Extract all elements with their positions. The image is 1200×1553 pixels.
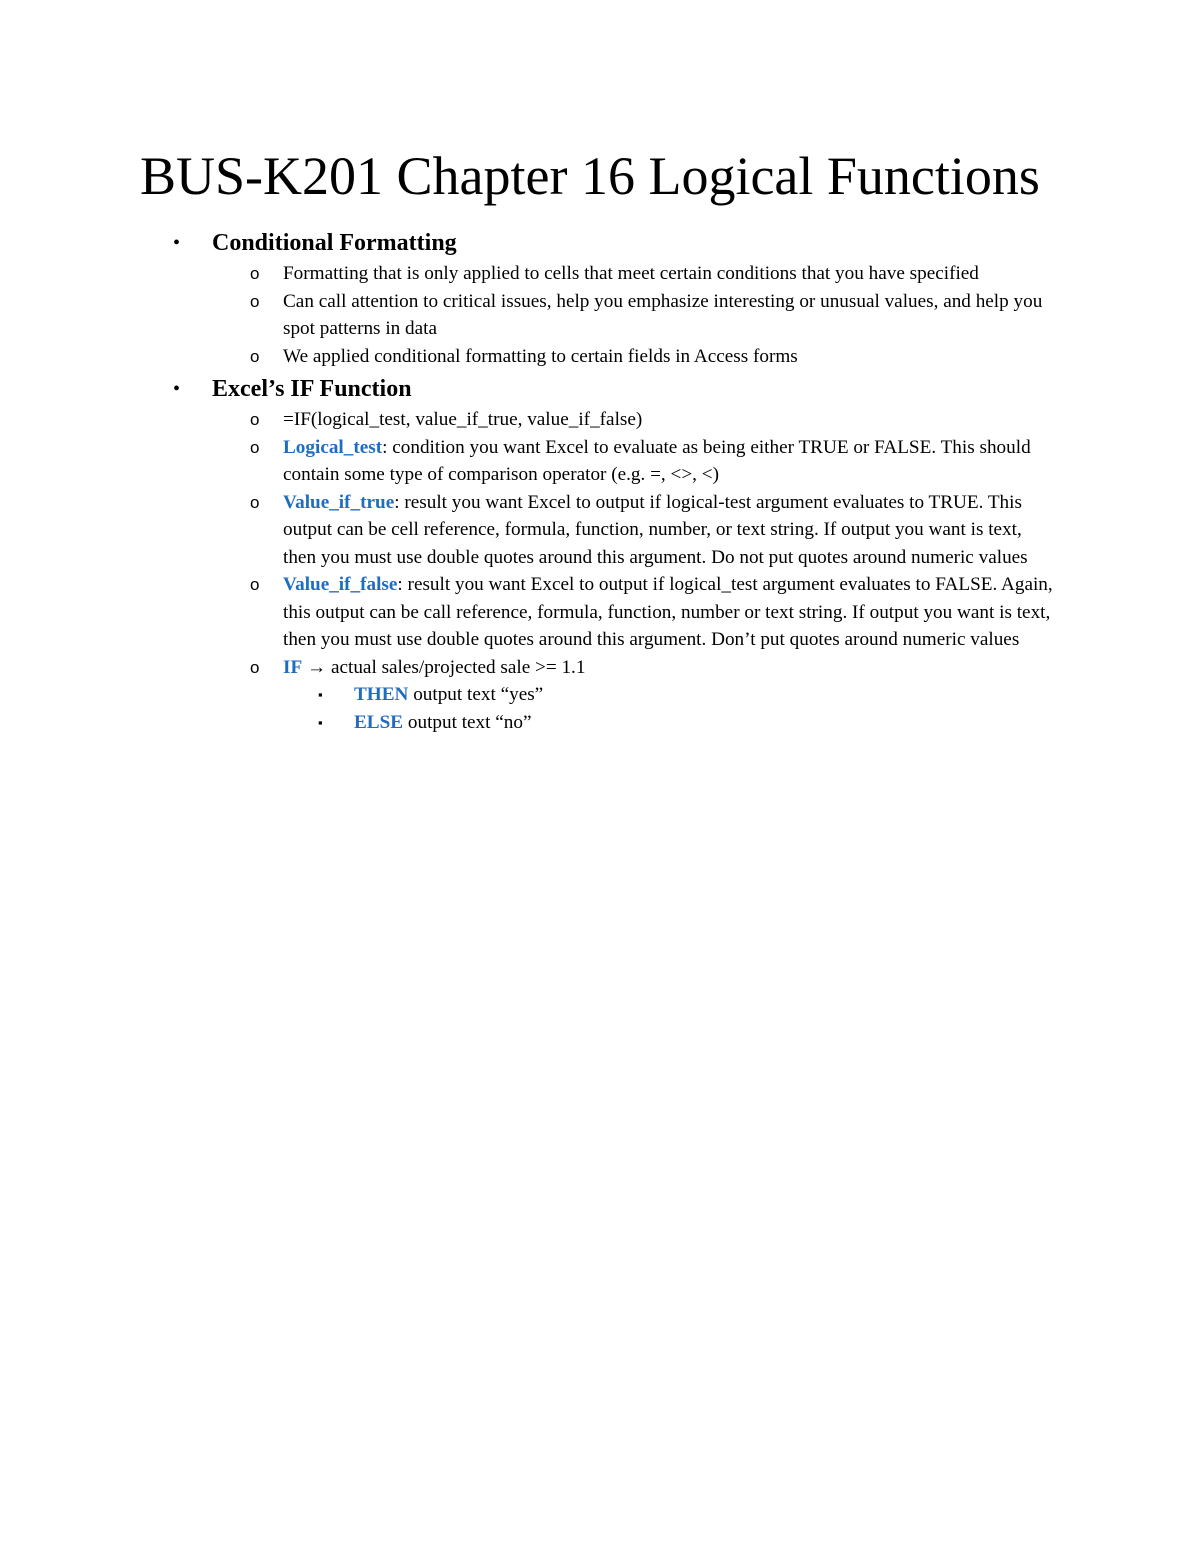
keyword-value-if-true: Value_if_true bbox=[283, 491, 395, 513]
keyword-else: ELSE bbox=[354, 711, 404, 733]
circle-bullet-icon: o bbox=[250, 264, 260, 283]
circle-bullet-icon: o bbox=[250, 575, 260, 594]
right-arrow-icon: → bbox=[306, 656, 327, 678]
list-item bbox=[0, 654, 1058, 682]
sub-list-item bbox=[0, 709, 1200, 737]
keyword-value-if-false: Value_if_false bbox=[283, 574, 398, 595]
document-title: BUS-K201 Chapter 16 Logical Functions bbox=[140, 146, 1040, 206]
section-heading-conditional-formatting bbox=[0, 226, 1200, 260]
square-bullet-icon: ▪ bbox=[318, 687, 323, 702]
circle-bullet-icon: o bbox=[250, 410, 260, 429]
list-item bbox=[0, 406, 1058, 434]
sub-list-item-text: output text “no” bbox=[403, 711, 532, 733]
list-item bbox=[0, 343, 1058, 371]
list-item bbox=[0, 489, 1058, 572]
list-item bbox=[0, 288, 1058, 343]
list-item bbox=[0, 434, 1058, 489]
list-item bbox=[0, 260, 1058, 288]
circle-bullet-icon: o bbox=[250, 346, 260, 366]
circle-bullet-icon: o bbox=[250, 291, 260, 311]
list-item bbox=[0, 571, 1058, 654]
outline-list bbox=[0, 226, 1200, 736]
section-heading-label: Conditional Formatting bbox=[212, 230, 457, 256]
bullet-icon: • bbox=[173, 378, 181, 400]
keyword-if: IF bbox=[283, 656, 303, 678]
circle-bullet-icon: o bbox=[250, 657, 260, 677]
section-heading-label: Excel’s IF Function bbox=[212, 376, 412, 402]
keyword-logical-test: Logical_test bbox=[283, 436, 383, 458]
list-item-text: : result you want Excel to output if logical-test argument evaluates to TRUE. This output can be cell reference, formula, function, number, or text string. If output you want is text, then you must use double quotes around this argument. Do not put quotes around numeric values bbox=[283, 491, 1028, 568]
list-item-text: We applied conditional formatting to certain fields in Access forms bbox=[283, 345, 798, 367]
circle-bullet-icon: o bbox=[250, 492, 260, 512]
keyword-then: THEN bbox=[354, 684, 409, 705]
list-item-text: Can call attention to critical issues, help you emphasize interesting or unusual values, and help you spot patterns in data bbox=[283, 290, 1043, 339]
sub-list-item-text: output text “yes” bbox=[408, 684, 544, 705]
circle-bullet-icon: o bbox=[250, 437, 260, 457]
bullet-icon: • bbox=[173, 232, 181, 254]
if-syntax-text: =IF(logical_test, value_if_true, value_if_false) bbox=[283, 409, 643, 430]
sub-list-item bbox=[0, 681, 1200, 709]
list-item-text: actual sales/projected sale >= 1.1 bbox=[326, 656, 586, 678]
square-bullet-icon: ▪ bbox=[318, 714, 323, 730]
section-heading-excel-if-function bbox=[0, 372, 1200, 406]
list-item-text: : result you want Excel to output if logical_test argument evaluates to FALSE. Again, this output can be call reference, formula, function, number or text string. If output you want is text, then you must use double quotes around this argument. Don’t put quotes around numeric values bbox=[283, 574, 1053, 650]
list-item-text: : condition you want Excel to evaluate as being either TRUE or FALSE. This should contain some type of comparison operator (e.g. =, <>, <) bbox=[283, 436, 1031, 485]
list-item-text: Formatting that is only applied to cells that meet certain conditions that you have specified bbox=[283, 263, 979, 284]
